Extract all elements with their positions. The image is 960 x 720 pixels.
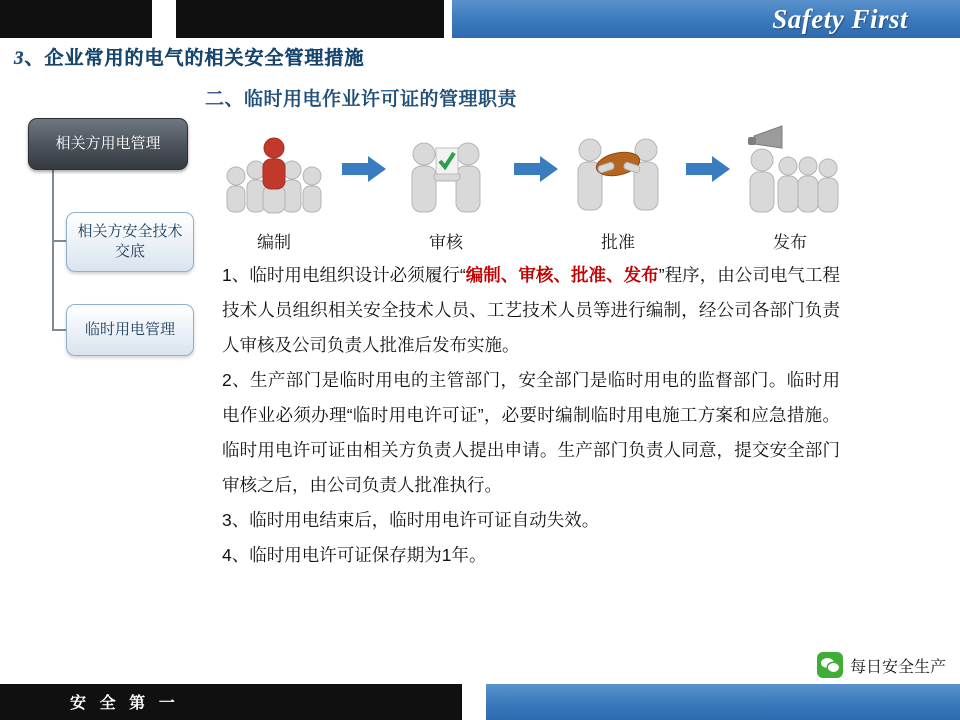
process-step-4-graphic <box>734 120 846 220</box>
page-title-text: 、企业常用的电气的相关安全管理措施 <box>24 47 365 69</box>
process-step-3-label: 批准 <box>601 233 635 252</box>
paragraph-3: 3、临时用电结束后，临时用电许可证自动失效。 <box>222 510 600 530</box>
tree-node-root[interactable]: 相关方用电管理 <box>28 118 188 170</box>
top-banner-block-mid <box>176 0 444 38</box>
paragraph-1-part-b: ”程序，由公司电气工程技术人员组织相关安全技术人员、工艺技术人员等进行编制，经公司各部门负责人审核及公司负责人批准后发布实施。 <box>222 265 841 355</box>
tree-node-child-1[interactable]: 相关方安全技术交底 <box>66 212 194 272</box>
process-step-labels <box>218 228 838 256</box>
approve-stamp-icon <box>562 120 674 220</box>
brand-title: Safety First <box>772 4 908 34</box>
process-step-1-label: 编制 <box>257 233 291 252</box>
group-people-icon <box>218 120 330 220</box>
wechat-label: 每日安全生产 <box>849 658 946 676</box>
process-step-4-label: 发布 <box>773 233 807 252</box>
right-arrow-icon-3 <box>686 156 730 182</box>
wechat-badge <box>817 652 946 678</box>
process-step-2-label: 审核 <box>429 233 463 252</box>
bottom-banner-blue <box>486 684 960 720</box>
tree-diagram <box>18 118 208 368</box>
bottom-banner <box>0 684 960 720</box>
tree-connector-vertical <box>52 170 54 330</box>
paragraph-1 <box>222 258 840 363</box>
page-title-number: 3 <box>14 48 25 69</box>
top-banner <box>0 0 960 38</box>
paragraph-4: 4、临时用电许可证保存期为1年。 <box>222 545 487 565</box>
process-step-3-graphic <box>562 120 674 220</box>
process-step-2-graphic <box>390 120 502 220</box>
top-banner-block-left <box>0 0 152 38</box>
body-content <box>222 258 840 573</box>
paragraph-2: 2、生产部门是临时用电的主管部门，安全部门是临时用电的监督部门。临时用电作业必须办理“临时用电许可证”，必要时编制临时用电施工方案和应急措施。临时用电许可证由相关方负责人提出申请。生产部门负责人同意，提交安全部门审核之后，由公司负责人批准执行。 <box>222 370 840 495</box>
paragraph-1-highlight: 编制、审核、批准、发布 <box>465 265 659 285</box>
footer-label: 安 全 第 一 <box>70 693 179 712</box>
sub-title: 二、临时用电作业许可证的管理职责 <box>205 89 518 110</box>
megaphone-announce-icon <box>734 120 846 220</box>
tree-node-child-2[interactable]: 临时用电管理 <box>66 304 194 356</box>
process-step-1-graphic <box>218 120 330 220</box>
paragraph-1-part-a: 1、临时用电组织设计必须履行“ <box>222 265 466 285</box>
process-flow <box>218 120 838 220</box>
right-arrow-icon-2 <box>514 156 558 182</box>
review-checkmark-icon <box>390 120 502 220</box>
page-title <box>14 43 365 70</box>
wechat-icon <box>817 652 843 678</box>
right-arrow-icon-1 <box>342 156 386 182</box>
